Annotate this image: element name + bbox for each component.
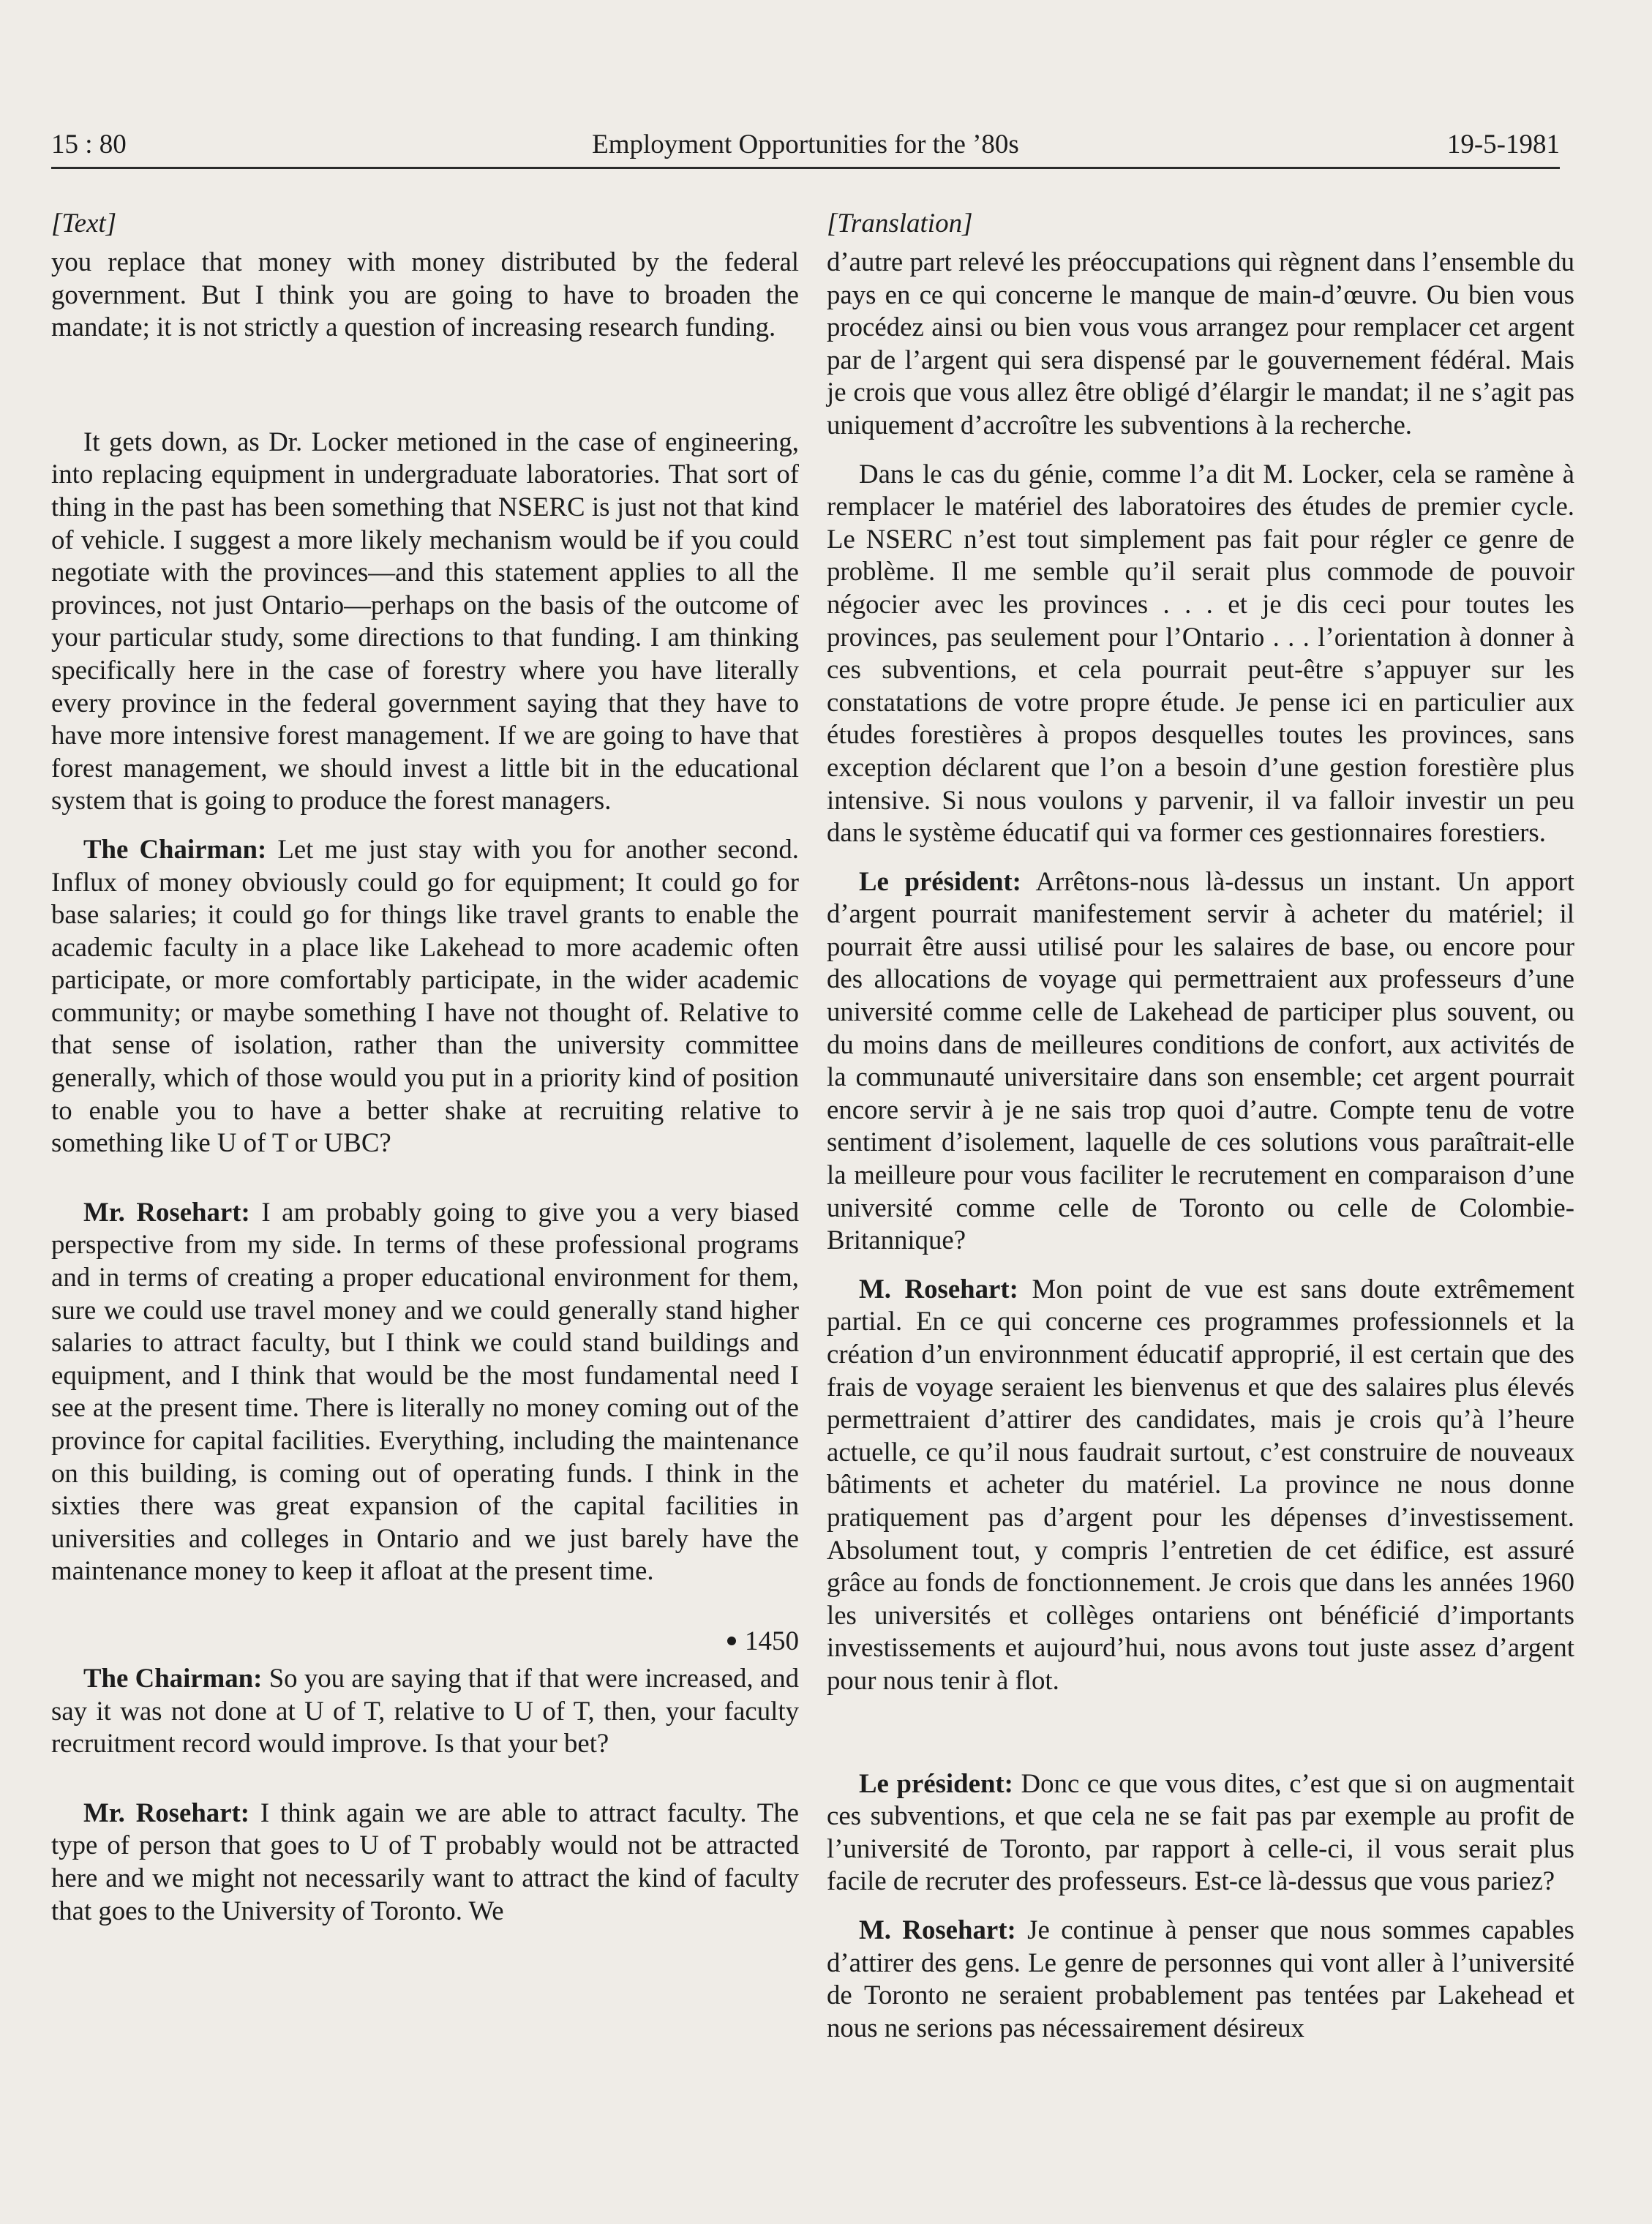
paragraph: It gets down, as Dr. Locker metioned in the case of engineering, into replacing equipment in undergraduate laboratories. That sort of thing in the past has been something that NSERC is just not that kind of vehicle. I suggest a more likely mechanism would be if you could negotiate with the provinces—and this statement applies to all the provinces, not just Ontario—perhaps on the basis of the outcome of your particular study, some directions to that funding. I am thinking specifically here in the case of forestry where you have literally every province in the federal government saying that they have to have more intensive forest management. If we are going to have that forest management, we should invest a little bit in the educational system that is going to produce the forest managers. — [51, 426, 799, 816]
speaker-paragraph — [827, 1914, 1574, 2044]
english-column — [51, 205, 799, 1927]
speaker-name: Le président: — [859, 1767, 1013, 1798]
speaker-name: Le président: — [859, 865, 1021, 896]
paragraph: Dans le cas du génie, comme l’a dit M. Locker, cela se ramène à remplacer le matériel des laboratoires des études de premier cycle. Le NSERC n’est tout simplement pas fait pour régler ce genre de problème. Il me semble qu’il serait plus commode de pouvoir négocier avec les provinces . . . et je dis ceci pour toutes les provinces, pas seulement pour l’Ontario . . . l’orientation à donner à ces subventions, et cela pourrait peut-être s’appuyer sur les constatations de votre propre étude. Je pense ici en particulier aux études forestières à propos desquelles toutes les provinces, sans exception déclarent que l’on a besoin d’une gestion forestière plus intensive. Si nous voulons y parvenir, il va falloir investir un peu dans le système éducatif qui va former ces gestionnaires forestiers. — [827, 458, 1574, 848]
page-header — [51, 126, 1560, 169]
french-column — [827, 205, 1574, 2044]
speaker-name: Mr. Rosehart: — [83, 1196, 250, 1227]
speaker-paragraph — [51, 1196, 799, 1588]
speech-text: Je continue à penser que nous sommes capables d’attirer des gens. Le genre de personnes qui vont aller à l’université de Toronto ne seraient probablement pas tentées par Lakehead et nous ne serions pas nécessairement désireux — [827, 1914, 1574, 2043]
speaker-paragraph — [51, 1797, 799, 1927]
speaker-name: M. Rosehart: — [859, 1914, 1016, 1945]
speaker-name: The Chairman: — [83, 1662, 263, 1693]
speech-text: So you are saying that if that were increased, and say it was not done at U of T, relative to U of T, then, your faculty recruitment record would improve. Is that your bet? — [51, 1662, 799, 1759]
speaker-name: M. Rosehart: — [859, 1273, 1018, 1304]
speech-text: Donc ce que vous dites, c’est que si on augmentait ces subventions, et que cela ne se fait pas par exemple au profit de l’université de Toronto, par rapport à celle-ci, il vous serait plus facile de recruter des professeurs. Est-ce là-dessus que vous pariez? — [827, 1767, 1574, 1896]
paragraph: d’autre part relevé les préoccupations qui règnent dans l’ensemble du pays en ce qui concerne le manque de main-d’œuvre. Ou bien vous procédez ainsi ou bien vous vous arrangez pour remplacer cet argent par de l’argent qui sera dispensé par le gouvernement fédéral. Mais je crois que vous allez être obligé d’élargir le mandat; il ne s’agit pas uniquement d’accroître les subventions à la recherche. — [827, 247, 1574, 440]
speaker-paragraph — [827, 865, 1574, 1257]
time-marker — [51, 1626, 799, 1658]
speech-text: I am probably going to give you a very biased perspective from my side. In terms of these professional programs and in terms of creating a proper educational environment for them, sure we could use travel money and we could generally stand higher salaries to attract faculty, but I think we could stand buildings and equipment, and I think that would be the most fundamental need I see at the present time. There is literally no money coming out of the province for capital facilities. Everything, including the maintenance on this building, is coming out of operating funds. I think in the sixties there was great expansion of the capital facilities in universities and colleges in Ontario and we just barely have the maintenance money to keep it afloat at the present time. — [51, 1196, 799, 1586]
speaker-paragraph — [827, 1273, 1574, 1697]
bullet-icon — [727, 1637, 736, 1645]
page-number: 15 : 80 — [51, 129, 127, 159]
speech-text: Mon point de vue est sans doute extrêmement partial. En ce qui concerne ces programmes professionnels et la création d’un environnment éducatif approprié, il est certain que des frais de voyage seraient les bienvenus et que des salaires plus élevés permettraient d’attirer des candidates, mais je crois qu’à l’heure actuelle, ce qu’il nous faudrait surtout, c’est construire de nouveaux bâtiments et acheter du matériel. La province ne nous donne pratiquement pas d’argent pour les dépenses d’investissement. Absolument tout, y compris l’entretien de cet édifice, est assuré grâce au fonds de fonctionnement. Je crois que dans les années 1960 les universités et collèges ontariens ont bénéficié d’importants investissements et aujourd’hui, nous avons tout juste assez d’argent pour nous tenir à flot. — [827, 1273, 1574, 1695]
running-title: Employment Opportunities for the ’80s — [592, 129, 1019, 159]
speaker-name: The Chairman: — [83, 833, 267, 864]
speaker-name: Mr. Rosehart: — [83, 1797, 250, 1827]
text-section-tag: [Text] — [51, 209, 117, 238]
paragraph: you replace that money with money distributed by the federal government. But I think you are going to have to broaden the mandate; it is not strictly a question of increasing research funding. — [51, 247, 799, 342]
speaker-paragraph — [51, 833, 799, 1160]
speaker-paragraph — [827, 1767, 1574, 1898]
speech-text: Arrêtons-nous là-dessus un instant. Un apport d’argent pourrait manifestement servir à acheter du matériel; il pourrait être aussi utilisé pour les salaires de base, ou encore pour des allocations de voyage qui permettraient aux professeurs d’une université comme celle de Lakehead de participer plus souvent, ou du moins dans de meilleures conditions de confort, aux activités de la communauté universitaire dans son ensemble; cet argent pourrait encore servir à je ne sais trop quoi d’autre. Compte tenu de votre sentiment d’isolement, laquelle de ces solutions vous paraîtrait-elle la meilleure pour vous faciliter le recrutement en comparaison d’une université comme celle de Toronto ou celle de Colombie-Britannique? — [827, 865, 1574, 1255]
header-date: 19-5-1981 — [1446, 129, 1560, 159]
speech-text: I think again we are able to attract faculty. The type of person that goes to U of T probably would not be attracted here and we might not necessarily want to attract the kind of faculty that goes to the University of Toronto. We — [51, 1797, 799, 1926]
speaker-paragraph — [51, 1662, 799, 1760]
time-marker-text: 1450 — [745, 1626, 799, 1656]
translation-section-tag: [Translation] — [827, 209, 973, 238]
speech-text: Let me just stay with you for another second. Influx of money obviously could go for equipment; It could go for base salaries; it could go for things like travel grants to enable the academic faculty in a place like Lakehead to more academic often participate, or more comfortably participate, in the wider academic community; or maybe something I have not thought of. Relative to that sense of isolation, rather than the university committee generally, which of those would you put in a priority kind of position to enable you to have a better shake at recruiting relative to something like U of T or UBC? — [51, 833, 799, 1158]
